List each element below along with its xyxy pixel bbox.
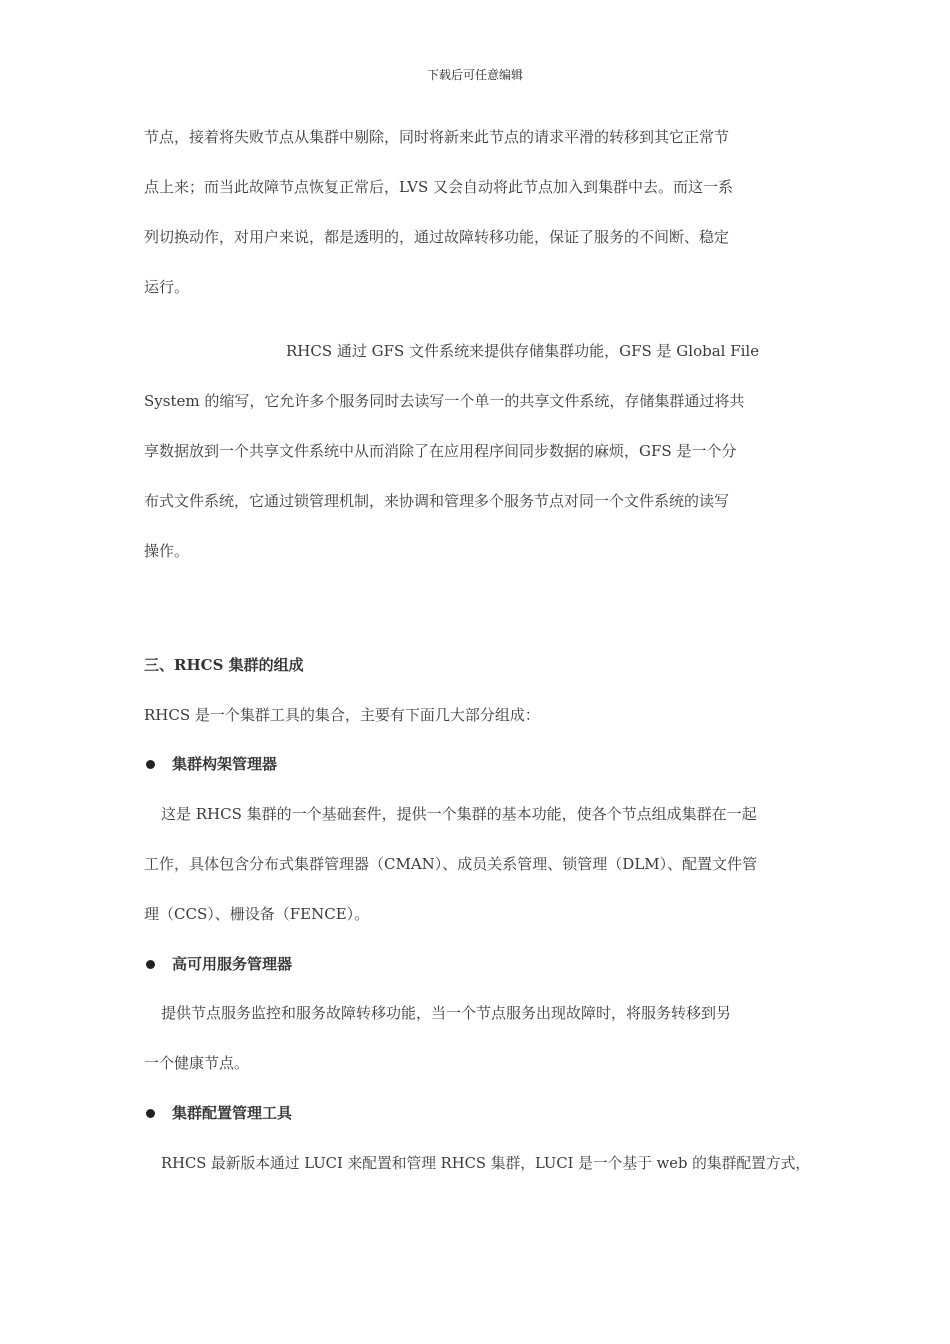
text-line: 提供节点服务监控和服务故障转移功能，当一个节点服务出现故障时，将服务转移到另 xyxy=(161,1004,732,1022)
text-line: 理（CCS）、栅设备（FENCE）。 xyxy=(144,905,370,923)
text-line: RHCS 通过 GFS 文件系统来提供存储集群功能，GFS 是 Global File xyxy=(286,342,760,360)
bullet-label: 集群构架管理器 xyxy=(172,755,278,773)
bullet-item xyxy=(144,753,277,774)
text-line: 工作，具体包含分布式集群管理器（CMAN）、成员关系管理、锁管理（DLM）、配置文件管 xyxy=(144,855,758,873)
section-intro: RHCS 是一个集群工具的集合，主要有下面几大部分组成： xyxy=(144,706,540,724)
text-line: 这是 RHCS 集群的一个基础套件，提供一个集群的基本功能，使各个节点组成集群在一起 xyxy=(161,805,757,823)
bullet-item xyxy=(144,1102,292,1123)
bullet-label: 集群配置管理工具 xyxy=(172,1104,293,1122)
text-line: 布式文件系统，它通过锁管理机制，来协调和管理多个服务节点对同一个文件系统的读写 xyxy=(144,492,730,510)
bullet-item xyxy=(144,953,292,974)
text-line: System 的缩写，它允许多个服务同时去读写一个单一的共享文件系统，存储集群通过将共 xyxy=(144,392,745,410)
section-heading: 三、RHCS 集群的组成 xyxy=(144,656,304,674)
text-line: 享数据放到一个共享文件系统中从而消除了在应用程序间同步数据的麻烦，GFS 是一个分 xyxy=(144,442,737,460)
text-line: 操作。 xyxy=(144,542,190,560)
bullet-dot-icon xyxy=(146,1109,155,1118)
page-header: 下载后可任意编辑 xyxy=(426,68,523,82)
bullet-dot-icon xyxy=(146,760,155,769)
text-line: 运行。 xyxy=(144,278,190,296)
text-line: RHCS 最新版本通过 LUCI 来配置和管理 RHCS 集群，LUCI 是一个基于 web 的集群配置方式， xyxy=(161,1155,811,1172)
text-line: 节点，接着将失败节点从集群中剔除，同时将新来此节点的请求平滑的转移到其它正常节 xyxy=(144,128,730,146)
bullet-dot-icon xyxy=(146,960,155,969)
text-line: 列切换动作，对用户来说，都是透明的，通过故障转移功能，保证了服务的不间断、稳定 xyxy=(144,228,730,246)
bullet-label: 高可用服务管理器 xyxy=(172,955,293,973)
text-line: 一个健康节点。 xyxy=(144,1054,250,1072)
text-line: 点上来；而当此故障节点恢复正常后，LVS 又会自动将此节点加入到集群中去。而这一系 xyxy=(144,178,734,196)
